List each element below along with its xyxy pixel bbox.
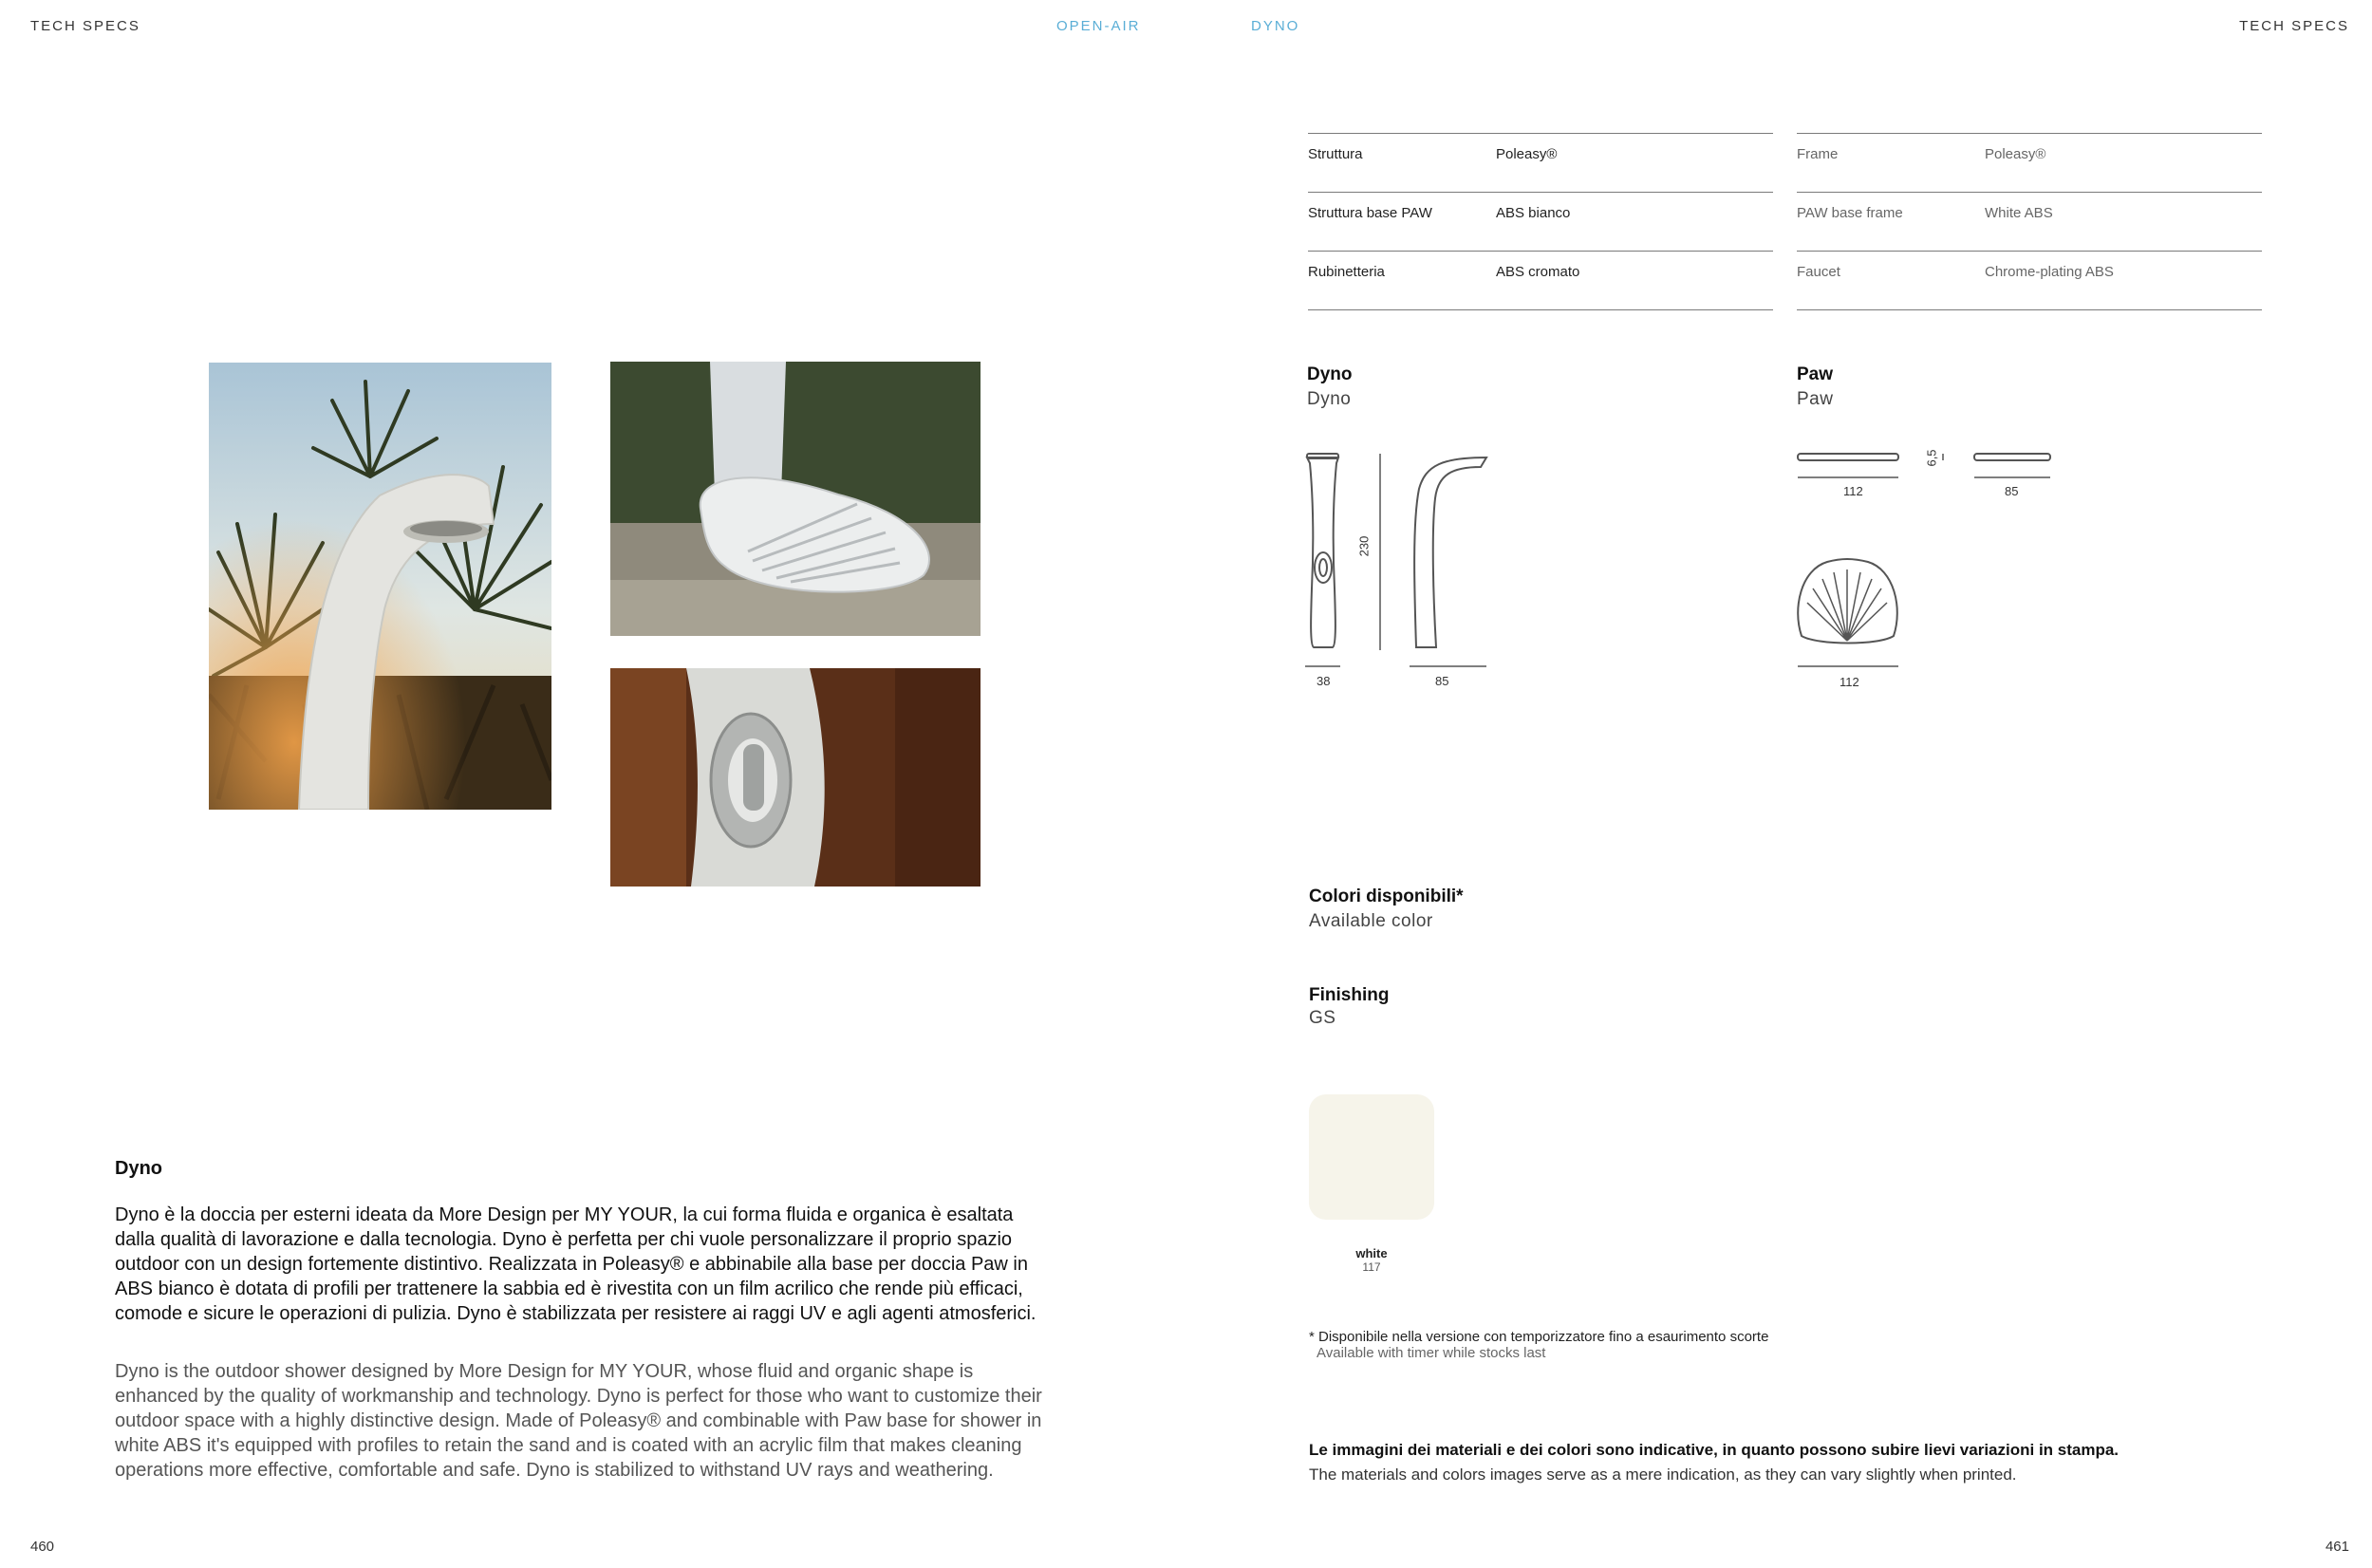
photo-paw-base	[610, 362, 981, 636]
header-product-link[interactable]: DYNO	[1251, 18, 1300, 34]
spec-table-italian	[1308, 133, 1773, 310]
note-italian: * Disponibile nella versione con temporizzatore fino a esaurimento scorte	[1309, 1329, 1769, 1345]
dyno-front-width-dimension: 38	[1317, 674, 1331, 688]
paw-title-en: Paw	[1797, 389, 1834, 409]
spec-value: White ABS	[1985, 205, 2053, 221]
paw-title-it: Paw	[1797, 364, 1834, 384]
paw-top-width-dimension: 112	[1840, 675, 1859, 689]
dyno-title-it: Dyno	[1307, 364, 1353, 384]
description-english: Dyno is the outdoor shower designed by More Design for MY YOUR, whose fluid and organic shape is enhanced by the quality of workmanship and technology. Dyno is perfect for those who want to customize their outdoor space with a highly distinctive design. Made of Poleasy® and combinable with Paw base for shower in white ABS it's equipped with profiles to retain the sand and is coated with an acrylic film that makes cleaning operations more effective, comfortable and safe. Dyno is stabilized to withstand UV rays and weathering.	[115, 1361, 1042, 1481]
header-left-label: TECH SPECS	[30, 18, 140, 34]
spec-key: Frame	[1797, 146, 1839, 162]
paw-front-width-dimension: 112	[1843, 484, 1863, 498]
description-title: Dyno	[115, 1158, 162, 1179]
spec-key: Struttura base PAW	[1308, 205, 1432, 221]
spec-table-english	[1797, 133, 2262, 310]
finishing-title: Finishing	[1309, 985, 1390, 1005]
disclaimer-italian: Le immagini dei materiali e dei colori sono indicative, in quanto possono subire lievi variazioni in stampa.	[1309, 1441, 2120, 1459]
table-row	[1308, 192, 1773, 251]
description-italian: Dyno è la doccia per esterni ideata da More Design per MY YOUR, la cui forma fluida e organica è esaltata dalla qualità di lavorazione e dalla tecnologia. Dyno è perfetta per chi vuole personalizzare il proprio spazio outdoor con un design fortemente distintivo. Realizzata in Poleasy® e abbinabile alla base per doccia Paw in ABS bianco è dotata di profili per trattenere la sabbia ed è rivestita con un film acrilico che rende più efficaci, comode e sicure le operazioni di pulizia. Dyno è stabilizzata per resistere ai raggi UV e agli agenti atmosferici.	[115, 1204, 1037, 1324]
colors-heading	[1309, 887, 1464, 932]
swatch-caption	[1309, 1246, 1434, 1274]
spec-key: Faucet	[1797, 264, 1840, 280]
table-row	[1308, 251, 1773, 310]
note-english: Available with timer while stocks last	[1317, 1345, 1546, 1361]
spec-key: Rubinetteria	[1308, 264, 1385, 280]
header-category-link[interactable]: OPEN-AIR	[1056, 18, 1141, 34]
paw-technical-drawing	[1794, 446, 2060, 674]
finishing-heading	[1309, 985, 1389, 1029]
table-row	[1797, 251, 2262, 310]
colors-title: Colori disponibili*	[1309, 887, 1464, 906]
dyno-section-heading	[1307, 364, 1353, 410]
photo-faucet-detail	[610, 668, 981, 887]
page-number-right: 461	[2325, 1539, 2349, 1555]
paw-side-width-dimension: 85	[2005, 484, 2019, 498]
dyno-title-en: Dyno	[1307, 389, 1352, 409]
table-row	[1308, 133, 1773, 192]
dyno-technical-drawing	[1300, 446, 1509, 683]
spec-value: ABS bianco	[1496, 205, 1571, 221]
spec-value: Chrome-plating ABS	[1985, 264, 2114, 280]
photo-dyno-palms	[209, 363, 551, 810]
paw-section-heading	[1797, 364, 1833, 410]
print-disclaimer	[1309, 1441, 2119, 1484]
paw-height-dimension: 6,5	[1924, 449, 1939, 467]
spec-key: Struttura	[1308, 146, 1363, 162]
table-row	[1797, 192, 2262, 251]
spec-key: PAW base frame	[1797, 205, 1903, 221]
header-right-label: TECH SPECS	[2239, 18, 2349, 34]
disclaimer-english: The materials and colors images serve as a mere indication, as they can vary slightly when printed.	[1309, 1465, 2017, 1484]
table-row	[1797, 133, 2262, 192]
spec-value: ABS cromato	[1496, 264, 1580, 280]
dyno-height-dimension: 230	[1356, 535, 1372, 557]
spec-value: Poleasy®	[1985, 146, 2046, 162]
swatch-name: white	[1355, 1246, 1388, 1260]
swatch-code: 117	[1362, 1260, 1381, 1274]
page-number-left: 460	[30, 1539, 55, 1555]
colors-subtitle: Available color	[1309, 911, 1433, 931]
color-swatch-white[interactable]	[1309, 1094, 1434, 1220]
dyno-side-width-dimension: 85	[1435, 674, 1449, 688]
availability-note	[1309, 1329, 1768, 1361]
spec-value: Poleasy®	[1496, 146, 1558, 162]
finishing-value: GS	[1309, 1008, 1336, 1028]
